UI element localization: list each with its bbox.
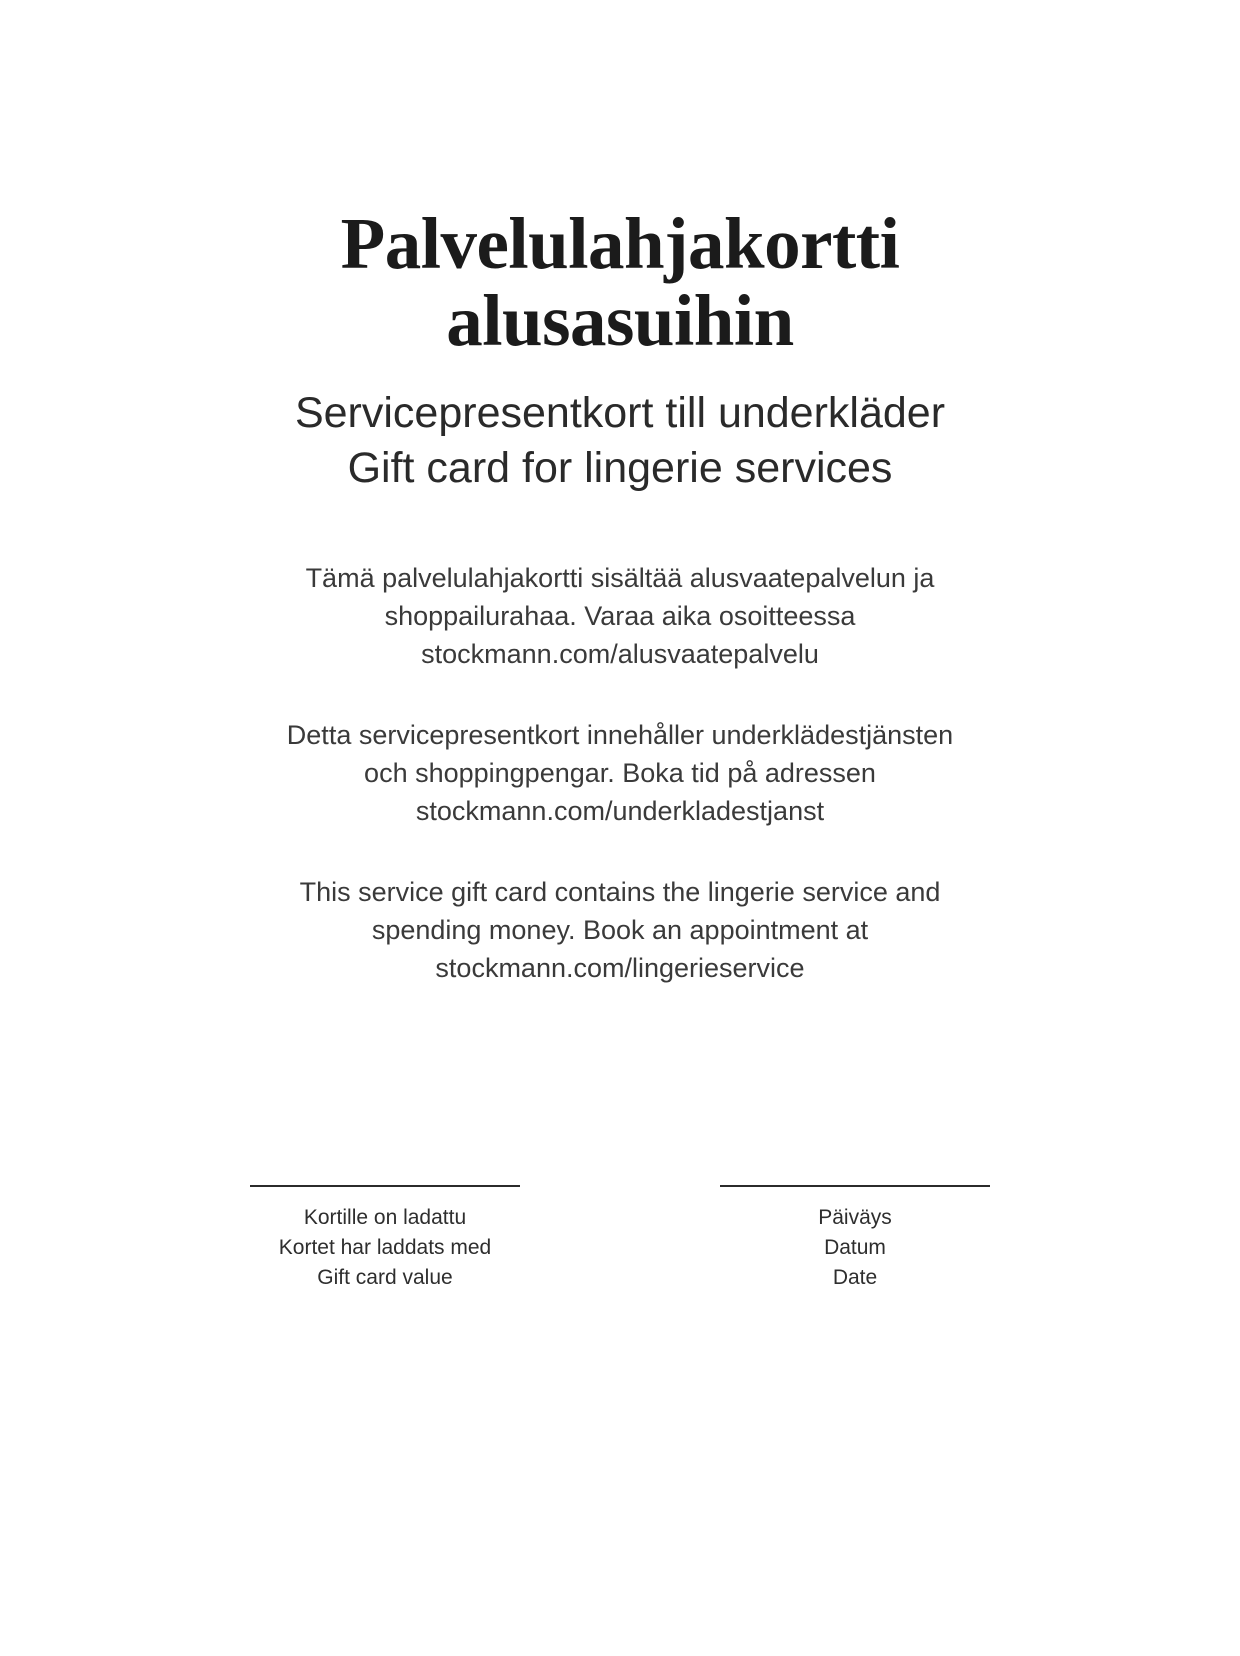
date-line[interactable] — [720, 1185, 990, 1187]
subtitle-swedish: Servicepresentkort till underkläder — [294, 388, 946, 437]
subtitle-block — [0, 386, 1240, 496]
date-caption-finnish: Päiväys — [818, 1206, 892, 1229]
description-swedish: Detta servicepresentkort innehåller underklädestjänsten och shoppingpengar. Boka tid på adressen stockmann.com/underkladestjanst — [286, 719, 954, 827]
value-caption-finnish: Kortille on ladattu — [303, 1206, 467, 1229]
card-content — [0, 205, 1240, 988]
description-english: This service gift card contains the lingerie service and spending money. Book an appointment at stockmann.com/lingerieservice — [299, 876, 941, 984]
title-line-2: alusasuihin — [446, 280, 794, 362]
subtitle-english: Gift card for lingerie services — [347, 443, 893, 492]
gift-card-value-field[interactable] — [250, 1185, 520, 1292]
signature-row — [0, 1185, 1240, 1292]
page-title — [210, 205, 1030, 360]
date-caption-english: Date — [832, 1265, 878, 1289]
description-block — [0, 559, 1240, 988]
title-line-1: Palvelulahjakortti — [340, 203, 900, 284]
description-finnish: Tämä palvelulahjakortti sisältää alusvaatepalvelun ja shoppailurahaa. Varaa aika osoitteessa stockmann.com/alusvaatepalvelu — [305, 562, 935, 670]
gift-card-value-caption — [250, 1203, 520, 1292]
value-caption-swedish: Kortet har laddats med — [278, 1235, 492, 1259]
value-caption-english: Gift card value — [317, 1265, 453, 1289]
date-caption — [720, 1203, 990, 1292]
gift-card-value-line[interactable] — [250, 1185, 520, 1187]
date-field[interactable] — [720, 1185, 990, 1292]
date-caption-swedish: Datum — [824, 1235, 886, 1259]
